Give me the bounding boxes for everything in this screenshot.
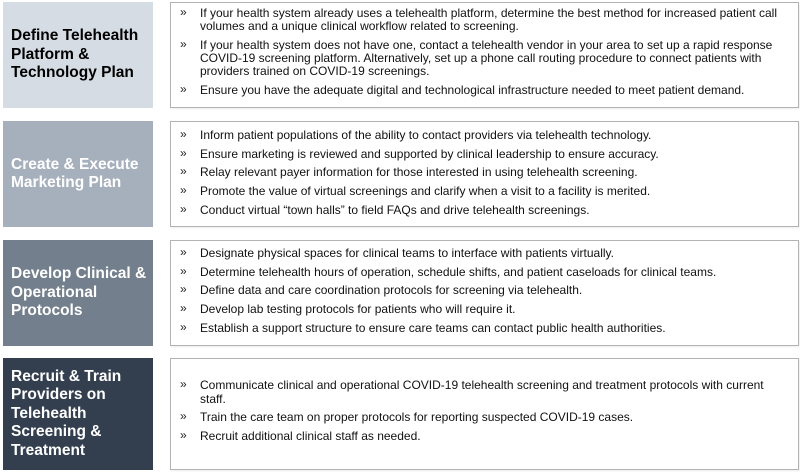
section-title — [3, 121, 153, 227]
section-title-text: Define Telehealth Platform & Technology Plan — [11, 27, 139, 82]
bullet-list — [177, 247, 792, 335]
bullet-item: » Recruit additional clinical staff as needed. — [177, 430, 792, 443]
bullet-box — [170, 2, 799, 108]
bullet-item: » Designate physical spaces for clinical teams to interface with patients virtually. — [177, 247, 792, 260]
section-title — [3, 358, 153, 470]
bullet-box — [170, 240, 799, 346]
section-clinical-protocols — [0, 240, 800, 346]
bullet-list — [177, 7, 792, 97]
bullet-item: » Establish a support structure to ensure care teams can contact public health authorities. — [177, 322, 792, 335]
bullet-item: » Relay relevant payer information for those interested in using telehealth screening. — [177, 166, 792, 179]
bullet-box — [170, 121, 799, 227]
section-recruit-train — [0, 358, 800, 470]
bullet-item: » Ensure you have the adequate digital and technological infrastructure needed to meet patient demand. — [177, 84, 792, 97]
bullet-item: » If your health system already uses a telehealth platform, determine the best method for increased patient call volumes and a unique clinical workflow related to screening. — [177, 7, 792, 33]
section-title — [3, 240, 153, 346]
section-title-text: Recruit & Train Providers on Telehealth Screening & Treatment — [11, 367, 122, 459]
section-title-text: Create & Execute Marketing Plan — [11, 155, 139, 191]
bullet-item: » If your health system does not have one, contact a telehealth vendor in your area to set up a rapid response COVID-19 screening platform. Alternatively, set up a phone call routing procedure to connect patients with providers trained on COVID-19 screenings. — [177, 39, 792, 79]
bullet-item: » Conduct virtual “town halls” to field FAQs and drive telehealth screenings. — [177, 204, 792, 217]
bullet-item: » Determine telehealth hours of operation, schedule shifts, and patient caseloads for clinical teams. — [177, 266, 792, 279]
section-marketing-plan — [0, 121, 800, 227]
section-platform-plan — [0, 2, 800, 108]
bullet-list — [177, 129, 792, 217]
bullet-item: » Train the care team on proper protocols for reporting suspected COVID-19 cases. — [177, 411, 792, 424]
bullet-item: » Inform patient populations of the ability to contact providers via telehealth technology. — [177, 129, 792, 142]
bullet-item: » Ensure marketing is reviewed and supported by clinical leadership to ensure accuracy. — [177, 148, 792, 161]
bullet-item: » Promote the value of virtual screenings and clarify when a visit to a facility is merited. — [177, 185, 792, 198]
bullet-item: » Define data and care coordination protocols for screening via telehealth. — [177, 284, 792, 297]
bullet-item: » Develop lab testing protocols for patients who will require it. — [177, 303, 792, 316]
section-title-text: Develop Clinical & Operational Protocols — [11, 265, 147, 320]
bullet-item: » Communicate clinical and operational COVID-19 telehealth screening and treatment protocols with current staff. — [177, 379, 792, 405]
bullet-box — [170, 358, 799, 470]
bullet-list — [177, 379, 792, 448]
section-title — [3, 2, 153, 108]
